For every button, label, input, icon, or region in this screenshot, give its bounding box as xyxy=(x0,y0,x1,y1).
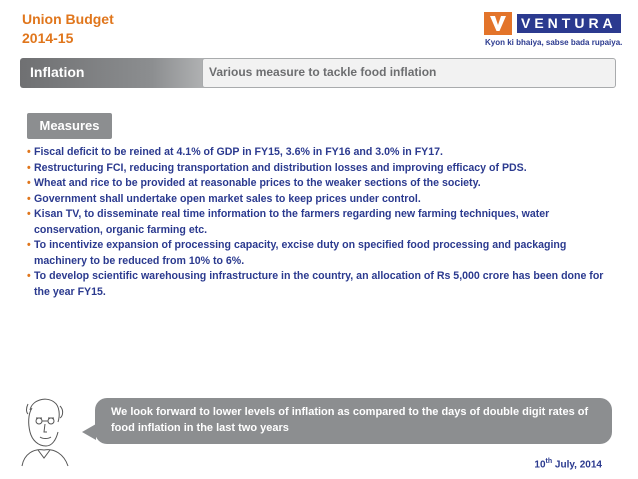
list-item-text: Kisan TV, to disseminate real time information to the farmers regarding new farming techniques, water conservation, organic farming etc. xyxy=(34,208,550,236)
budget-title-line1: Union Budget xyxy=(22,11,114,27)
list-item-text: Government shall undertake open market sales to keep prices under control. xyxy=(34,192,421,205)
section-bar xyxy=(20,58,616,88)
section-label: Inflation xyxy=(30,64,85,80)
list-item xyxy=(27,161,617,177)
list-item xyxy=(27,238,617,269)
portrait-sketch-icon xyxy=(8,392,88,467)
list-item-text: To incentivize expansion of processing capacity, excise duty on specified food processing and packaging machinery to be reduced from 10% to 6%. xyxy=(34,239,567,267)
list-item xyxy=(27,145,617,161)
list-item-text: Wheat and rice to be provided at reasonable prices to the weaker sections of the society. xyxy=(34,177,481,189)
budget-title xyxy=(22,10,114,48)
budget-title-line2: 2014-15 xyxy=(22,30,74,46)
list-item-text: To develop scientific warehousing infrastructure in the country, an allocation of Rs 5,000 crore has been done for the year FY15. xyxy=(34,270,604,298)
date-label xyxy=(534,458,602,470)
measures-list xyxy=(27,145,617,300)
logo-mark-icon xyxy=(484,12,512,35)
measures-heading: Measures xyxy=(27,113,112,139)
section-subtitle-box xyxy=(202,58,616,88)
logo-word: VENTURA xyxy=(517,14,621,33)
date-rest: July, 2014 xyxy=(552,459,602,471)
date-suffix: th xyxy=(545,458,553,465)
bullet-icon: • xyxy=(27,239,31,251)
bullet-icon: • xyxy=(27,208,31,220)
bullet-icon: • xyxy=(27,146,31,158)
bullet-icon: • xyxy=(27,270,31,282)
speech-bubble-tail xyxy=(82,424,96,440)
list-item xyxy=(27,176,617,192)
section-subtitle: Various measure to tackle food inflation xyxy=(209,65,437,79)
list-item xyxy=(27,192,617,208)
list-item-text: Restructuring FCI, reducing transportation and distribution losses and improving efficacy of PDS. xyxy=(34,161,527,174)
quote-bubble xyxy=(95,398,612,444)
bullet-icon: • xyxy=(27,177,31,189)
bullet-icon: • xyxy=(27,192,31,205)
list-item-text: Fiscal deficit to be reined at 4.1% of GDP in FY15, 3.6% in FY16 and 3.0% in FY17. xyxy=(34,146,443,158)
list-item xyxy=(27,207,617,238)
ventura-logo xyxy=(484,12,624,52)
bullet-icon: • xyxy=(27,161,31,174)
quote-text: We look forward to lower levels of inflation as compared to the days of double digit rates of food inflation in the last two years xyxy=(111,406,589,434)
logo-tagline: Kyon ki bhaiya, sabse bada rupaiya. xyxy=(485,38,623,47)
date-day: 10 xyxy=(534,459,546,471)
list-item xyxy=(27,269,617,300)
